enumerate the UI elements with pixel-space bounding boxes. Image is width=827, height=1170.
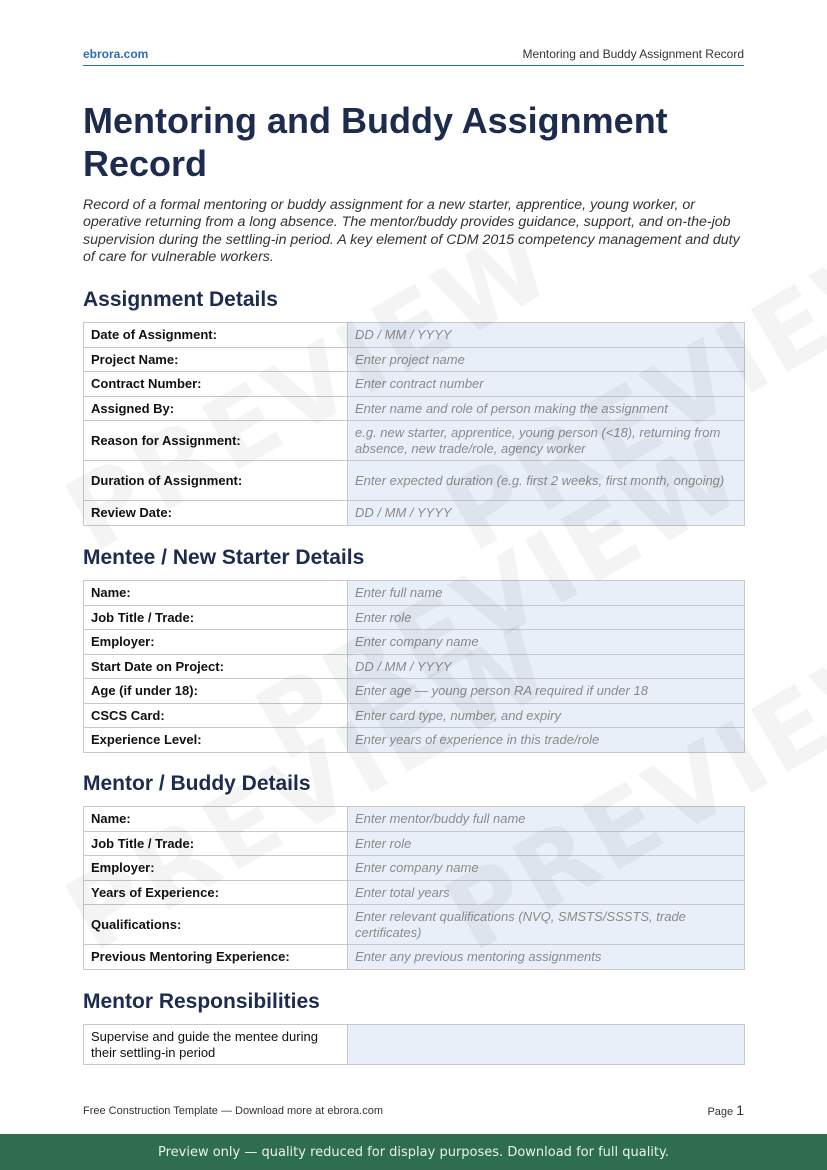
reason-for-assignment-field[interactable]: e.g. new starter, apprentice, young person (<18), returning from absence, new trade/role, agency worker [348, 421, 745, 461]
mentor-responsibilities-heading: Mentor Responsibilities [83, 990, 320, 1013]
project-name-field[interactable]: Enter project name [348, 347, 745, 372]
page-number-value: 1 [736, 1102, 744, 1118]
table-row [84, 421, 745, 461]
table-row [84, 501, 745, 526]
mentor-job-title-field[interactable]: Enter role [348, 831, 745, 856]
table-row [84, 372, 745, 397]
field-label: Duration of Assignment: [84, 461, 348, 501]
assigned-by-field[interactable]: Enter name and role of person making the assignment [348, 396, 745, 421]
document-title: Mentoring and Buddy Assignment Record [83, 100, 668, 184]
mentor-previous-experience-field[interactable]: Enter any previous mentoring assignments [348, 945, 745, 970]
page-header [83, 47, 744, 66]
mentee-cscs-card-field[interactable]: Enter card type, number, and expiry [348, 703, 745, 728]
date-of-assignment-field[interactable]: DD / MM / YYYY [348, 323, 745, 348]
mentee-start-date-field[interactable]: DD / MM / YYYY [348, 654, 745, 679]
table-row [84, 880, 745, 905]
mentor-employer-field[interactable]: Enter company name [348, 856, 745, 881]
mentee-experience-level-field[interactable]: Enter years of experience in this trade/role [348, 728, 745, 753]
site-link[interactable]: ebrora.com [83, 47, 149, 61]
intro-paragraph: Record of a formal mentoring or buddy assignment for a new starter, apprentice, young worker, or operative returning from a long absence. The mentor/buddy provides guidance, support, and on-the-job supervision during the settling-in period. A key element of CDM 2015 competency management and duty of care for vulnerable workers. [83, 197, 740, 265]
field-label: CSCS Card: [84, 703, 348, 728]
assignment-details-table [83, 322, 745, 526]
mentee-age-field[interactable]: Enter age — young person RA required if under 18 [348, 679, 745, 704]
review-date-field[interactable]: DD / MM / YYYY [348, 501, 745, 526]
mentor-details-table [83, 806, 745, 970]
field-label: Job Title / Trade: [84, 831, 348, 856]
mentor-details-heading: Mentor / Buddy Details [83, 772, 311, 795]
table-row [84, 807, 745, 832]
mentee-name-field[interactable]: Enter full name [348, 581, 745, 606]
header-title: Mentoring and Buddy Assignment Record [522, 47, 744, 61]
field-label: Contract Number: [84, 372, 348, 397]
table-row [84, 856, 745, 881]
mentor-name-field[interactable]: Enter mentor/buddy full name [348, 807, 745, 832]
mentee-details-heading: Mentee / New Starter Details [83, 546, 365, 569]
table-row [84, 831, 745, 856]
field-label: Employer: [84, 856, 348, 881]
table-row [84, 347, 745, 372]
table-row [84, 323, 745, 348]
field-label: Assigned By: [84, 396, 348, 421]
field-label: Previous Mentoring Experience: [84, 945, 348, 970]
table-row [84, 1025, 745, 1065]
field-label: Age (if under 18): [84, 679, 348, 704]
table-row [84, 905, 745, 945]
mentor-years-experience-field[interactable]: Enter total years [348, 880, 745, 905]
field-label: Date of Assignment: [84, 323, 348, 348]
table-row [84, 679, 745, 704]
field-label: Project Name: [84, 347, 348, 372]
table-row [84, 461, 745, 501]
table-row [84, 581, 745, 606]
field-label: Start Date on Project: [84, 654, 348, 679]
mentor-qualifications-field[interactable]: Enter relevant qualifications (NVQ, SMSTS/SSSTS, trade certificates) [348, 905, 745, 945]
table-row [84, 654, 745, 679]
field-label: Experience Level: [84, 728, 348, 753]
assignment-details-heading: Assignment Details [83, 288, 278, 311]
preview-banner: Preview only — quality reduced for display purposes. Download for full quality. [0, 1134, 827, 1170]
field-label: Employer: [84, 630, 348, 655]
field-label: Reason for Assignment: [84, 421, 348, 461]
page-label: Page [707, 1106, 734, 1118]
table-row [84, 396, 745, 421]
responsibility-text: Supervise and guide the mentee during their settling-in period [84, 1025, 348, 1065]
duration-of-assignment-field[interactable]: Enter expected duration (e.g. first 2 weeks, first month, ongoing) [348, 461, 745, 501]
responsibility-response-field[interactable] [348, 1025, 745, 1065]
field-label: Name: [84, 581, 348, 606]
footer-text: Free Construction Template — Download more at ebrora.com [83, 1105, 383, 1117]
mentee-details-table [83, 580, 745, 753]
field-label: Review Date: [84, 501, 348, 526]
field-label: Job Title / Trade: [84, 605, 348, 630]
field-label: Qualifications: [84, 905, 348, 945]
table-row [84, 630, 745, 655]
contract-number-field[interactable]: Enter contract number [348, 372, 745, 397]
field-label: Years of Experience: [84, 880, 348, 905]
field-label: Name: [84, 807, 348, 832]
mentee-employer-field[interactable]: Enter company name [348, 630, 745, 655]
table-row [84, 605, 745, 630]
mentee-job-title-field[interactable]: Enter role [348, 605, 745, 630]
mentor-responsibilities-table [83, 1024, 745, 1065]
page-number [707, 1102, 744, 1118]
table-row [84, 728, 745, 753]
table-row [84, 703, 745, 728]
table-row [84, 945, 745, 970]
